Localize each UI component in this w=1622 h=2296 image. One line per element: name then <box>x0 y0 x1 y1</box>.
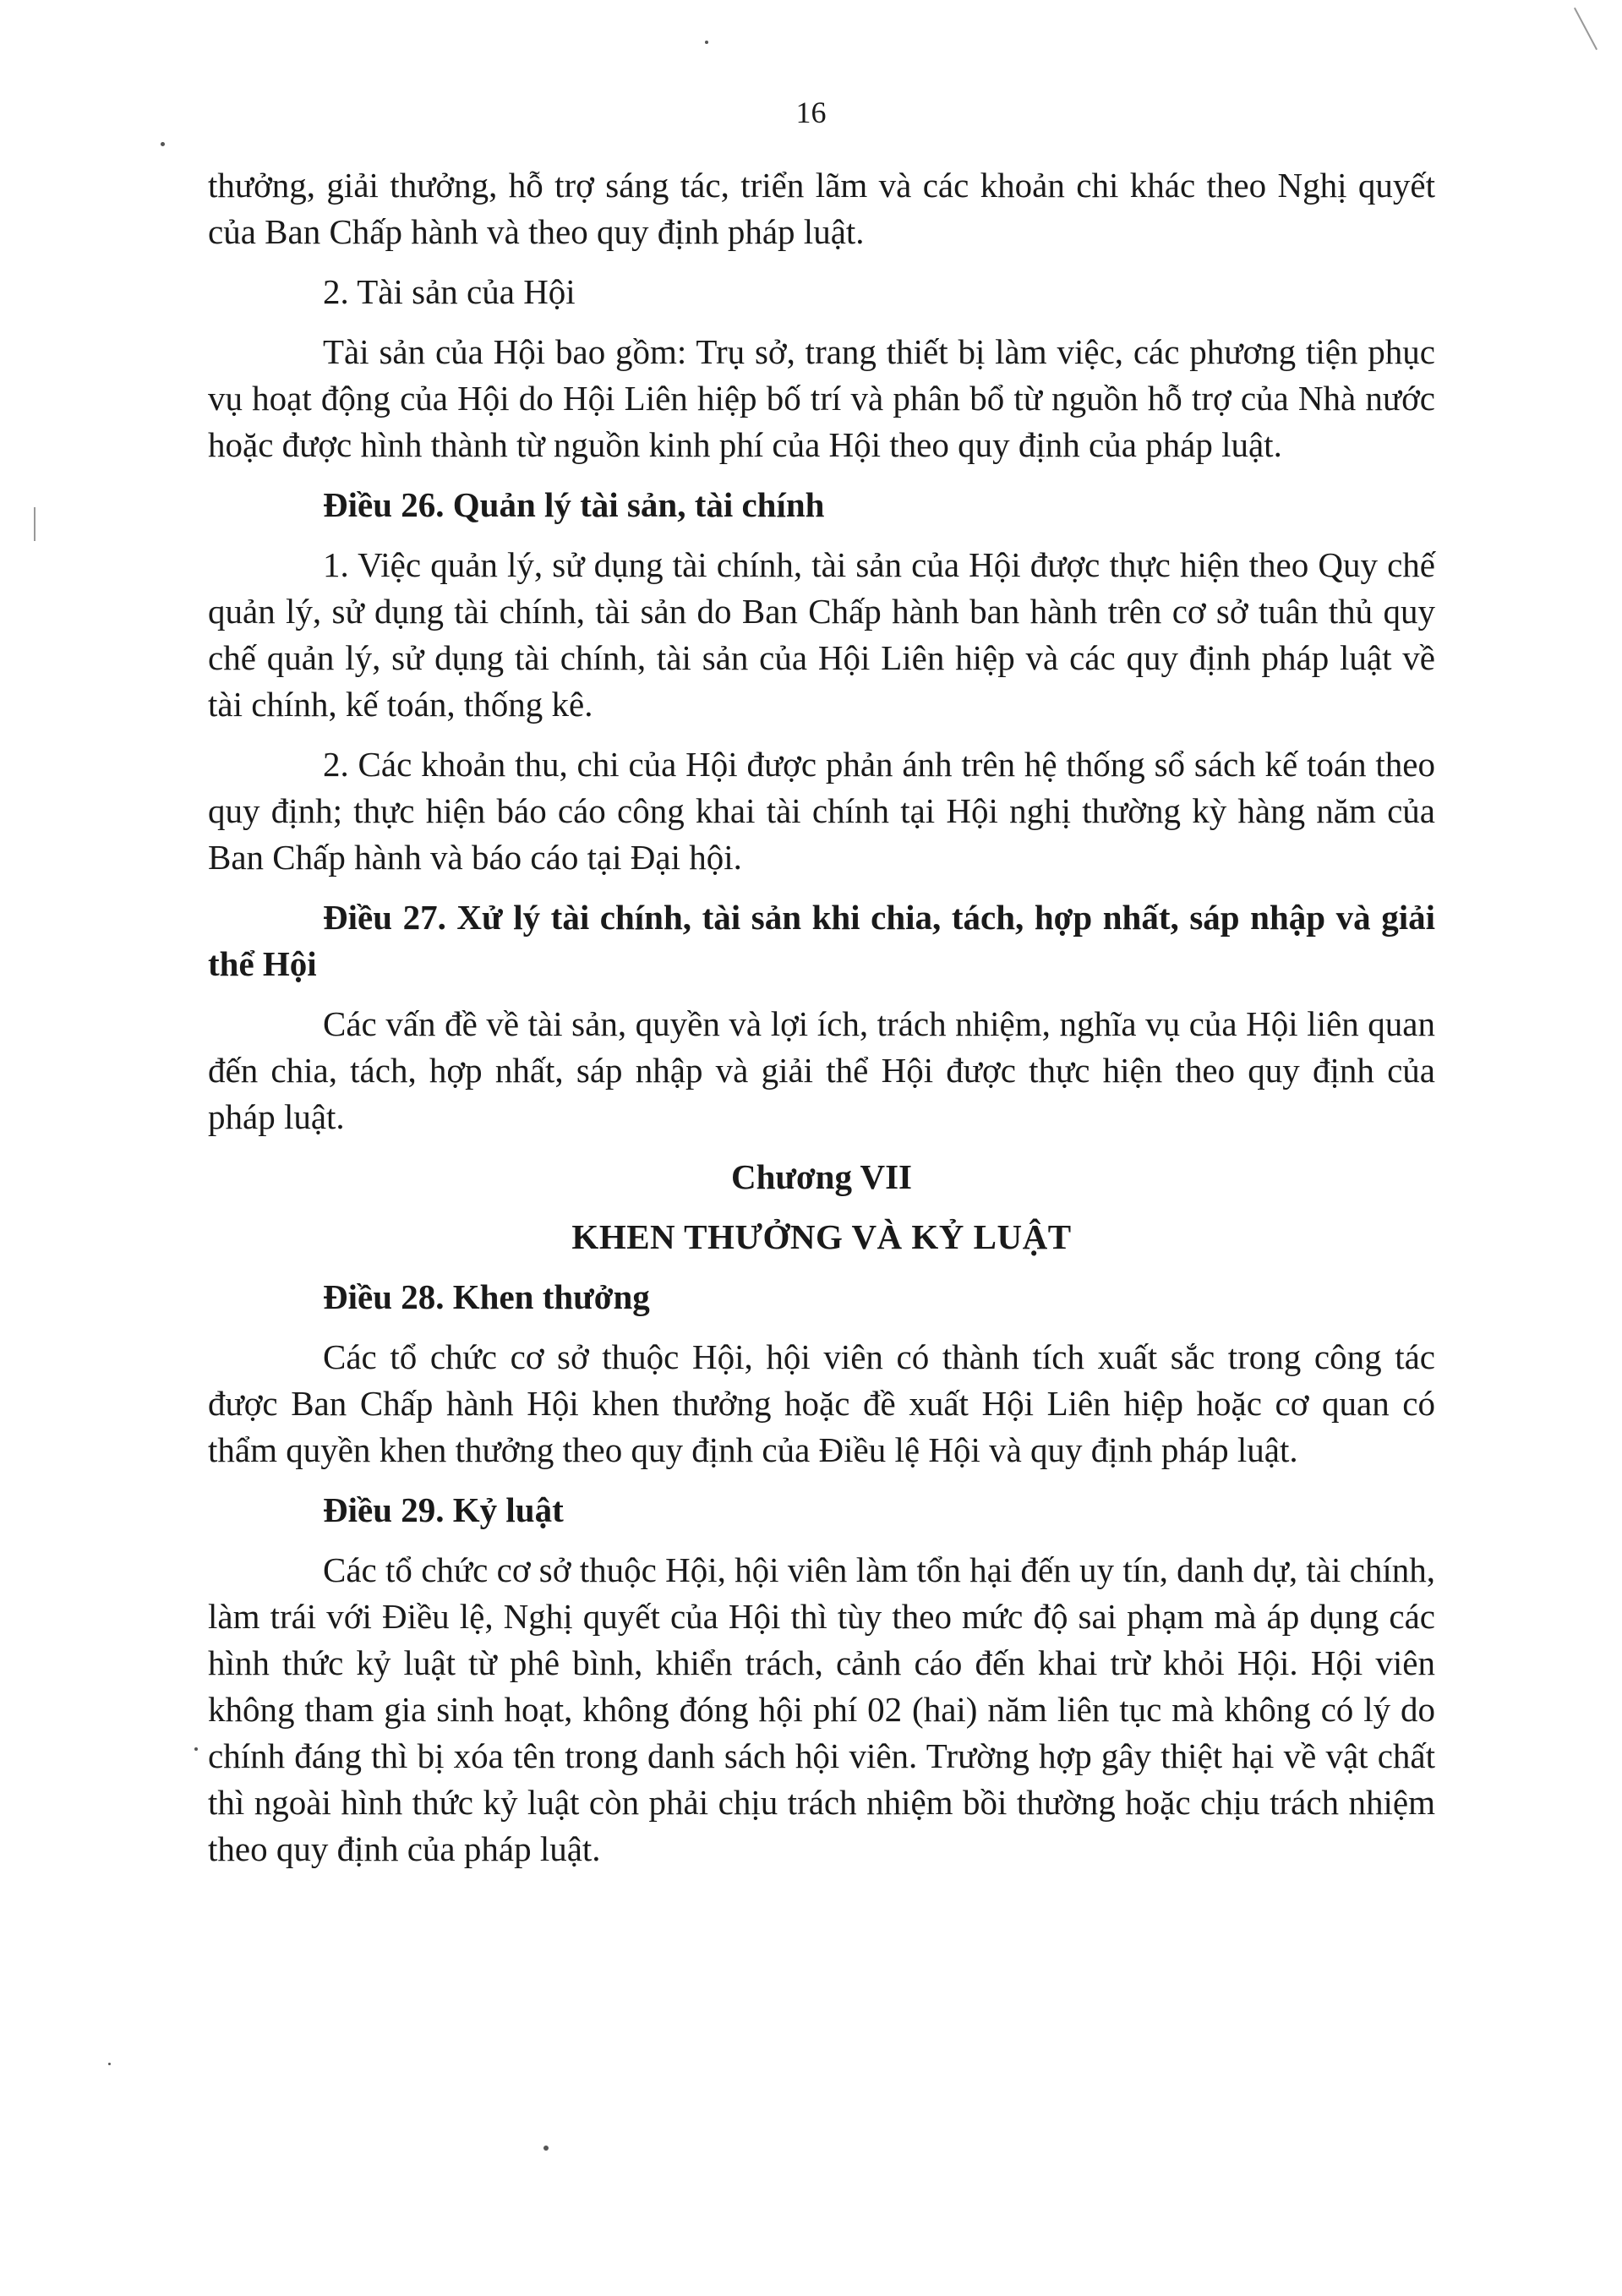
scan-speck <box>108 2063 111 2065</box>
article-27-title: Điều 27. Xử lý tài chính, tài sản khi chia, tách, hợp nhất, sáp nhập và giải thể Hội <box>208 898 1435 983</box>
document-body <box>208 162 1435 1886</box>
article-28-title: Điều 28. Khen thưởng <box>323 1277 650 1316</box>
article-29-body: Các tổ chức cơ sở thuộc Hội, hội viên làm tổn hại đến uy tín, danh dự, tài chính, làm trái với Điều lệ, Nghị quyết của Hội thì tùy theo mức độ sai phạm mà áp dụng các hình thức kỷ luật từ phê bình, khiển trách, cảnh cáo đến khai trừ khỏi Hội. Hội viên không tham gia sinh hoạt, không đóng hội phí 02 (hai) năm liên tục mà không có lý do chính đáng thì bị xóa tên trong danh sách hội viên. Trường hợp gây thiệt hại về vật chất thì ngoài hình thức kỷ luật còn phải chịu trách nhiệm bồi thường hoặc chịu trách nhiệm theo quy định của pháp luật. <box>208 1550 1435 1868</box>
article-29-title: Điều 29. Kỷ luật <box>323 1490 564 1529</box>
article-26-title: Điều 26. Quản lý tài sản, tài chính <box>323 485 825 524</box>
article-26-clause-1: 1. Việc quản lý, sử dụng tài chính, tài sản của Hội được thực hiện theo Quy chế quản lý, sử dụng tài chính, tài sản do Ban Chấp hành ban hành trên cơ sở tuân thủ quy chế quản lý, sử dụng tài chính, tài sản của Hội Liên hiệp và các quy định pháp luật về tài chính, kế toán, thống kê. <box>208 545 1435 724</box>
chapter-title: KHEN THƯỞNG VÀ KỶ LUẬT <box>571 1217 1072 1256</box>
scan-speck <box>705 41 708 44</box>
scan-edge-mark <box>34 507 35 541</box>
paragraph-continuation: thưởng, giải thưởng, hỗ trợ sáng tác, triển lãm và các khoản chi khác theo Nghị quyết của Ban Chấp hành và theo quy định pháp luật. <box>208 166 1435 251</box>
section-heading-assets: 2. Tài sản của Hội <box>323 272 576 311</box>
article-26-clause-2: 2. Các khoản thu, chi của Hội được phản ánh trên hệ thống sổ sách kế toán theo quy định; thực hiện báo cáo công khai tài chính tại Hội nghị thường kỳ hàng năm của Ban Chấp hành và báo cáo tại Đại hội. <box>208 745 1435 877</box>
scan-edge-mark <box>1574 8 1597 50</box>
page-number: 16 <box>795 96 827 129</box>
paragraph-assets: Tài sản của Hội bao gồm: Trụ sở, trang thiết bị làm việc, các phương tiện phục vụ hoạt động của Hội do Hội Liên hiệp bố trí và phân bổ từ nguồn hỗ trợ của Nhà nước hoặc được hình thành từ nguồn kinh phí của Hội theo quy định của pháp luật. <box>208 332 1435 464</box>
article-27-body: Các vấn đề về tài sản, quyền và lợi ích, trách nhiệm, nghĩa vụ của Hội liên quan đến chia, tách, hợp nhất, sáp nhập và giải thể Hội được thực hiện theo quy định của pháp luật. <box>208 1004 1435 1136</box>
chapter-number: Chương VII <box>730 1157 913 1196</box>
scan-speck <box>194 1747 198 1751</box>
scan-speck <box>161 142 165 146</box>
scan-speck <box>543 2146 549 2151</box>
article-28-body: Các tổ chức cơ sở thuộc Hội, hội viên có thành tích xuất sắc trong công tác được Ban Chấp hành Hội khen thưởng hoặc đề xuất Hội Liên hiệp hoặc cơ quan có thẩm quyền khen thưởng theo quy định của Điều lệ Hội và quy định pháp luật. <box>208 1337 1435 1469</box>
